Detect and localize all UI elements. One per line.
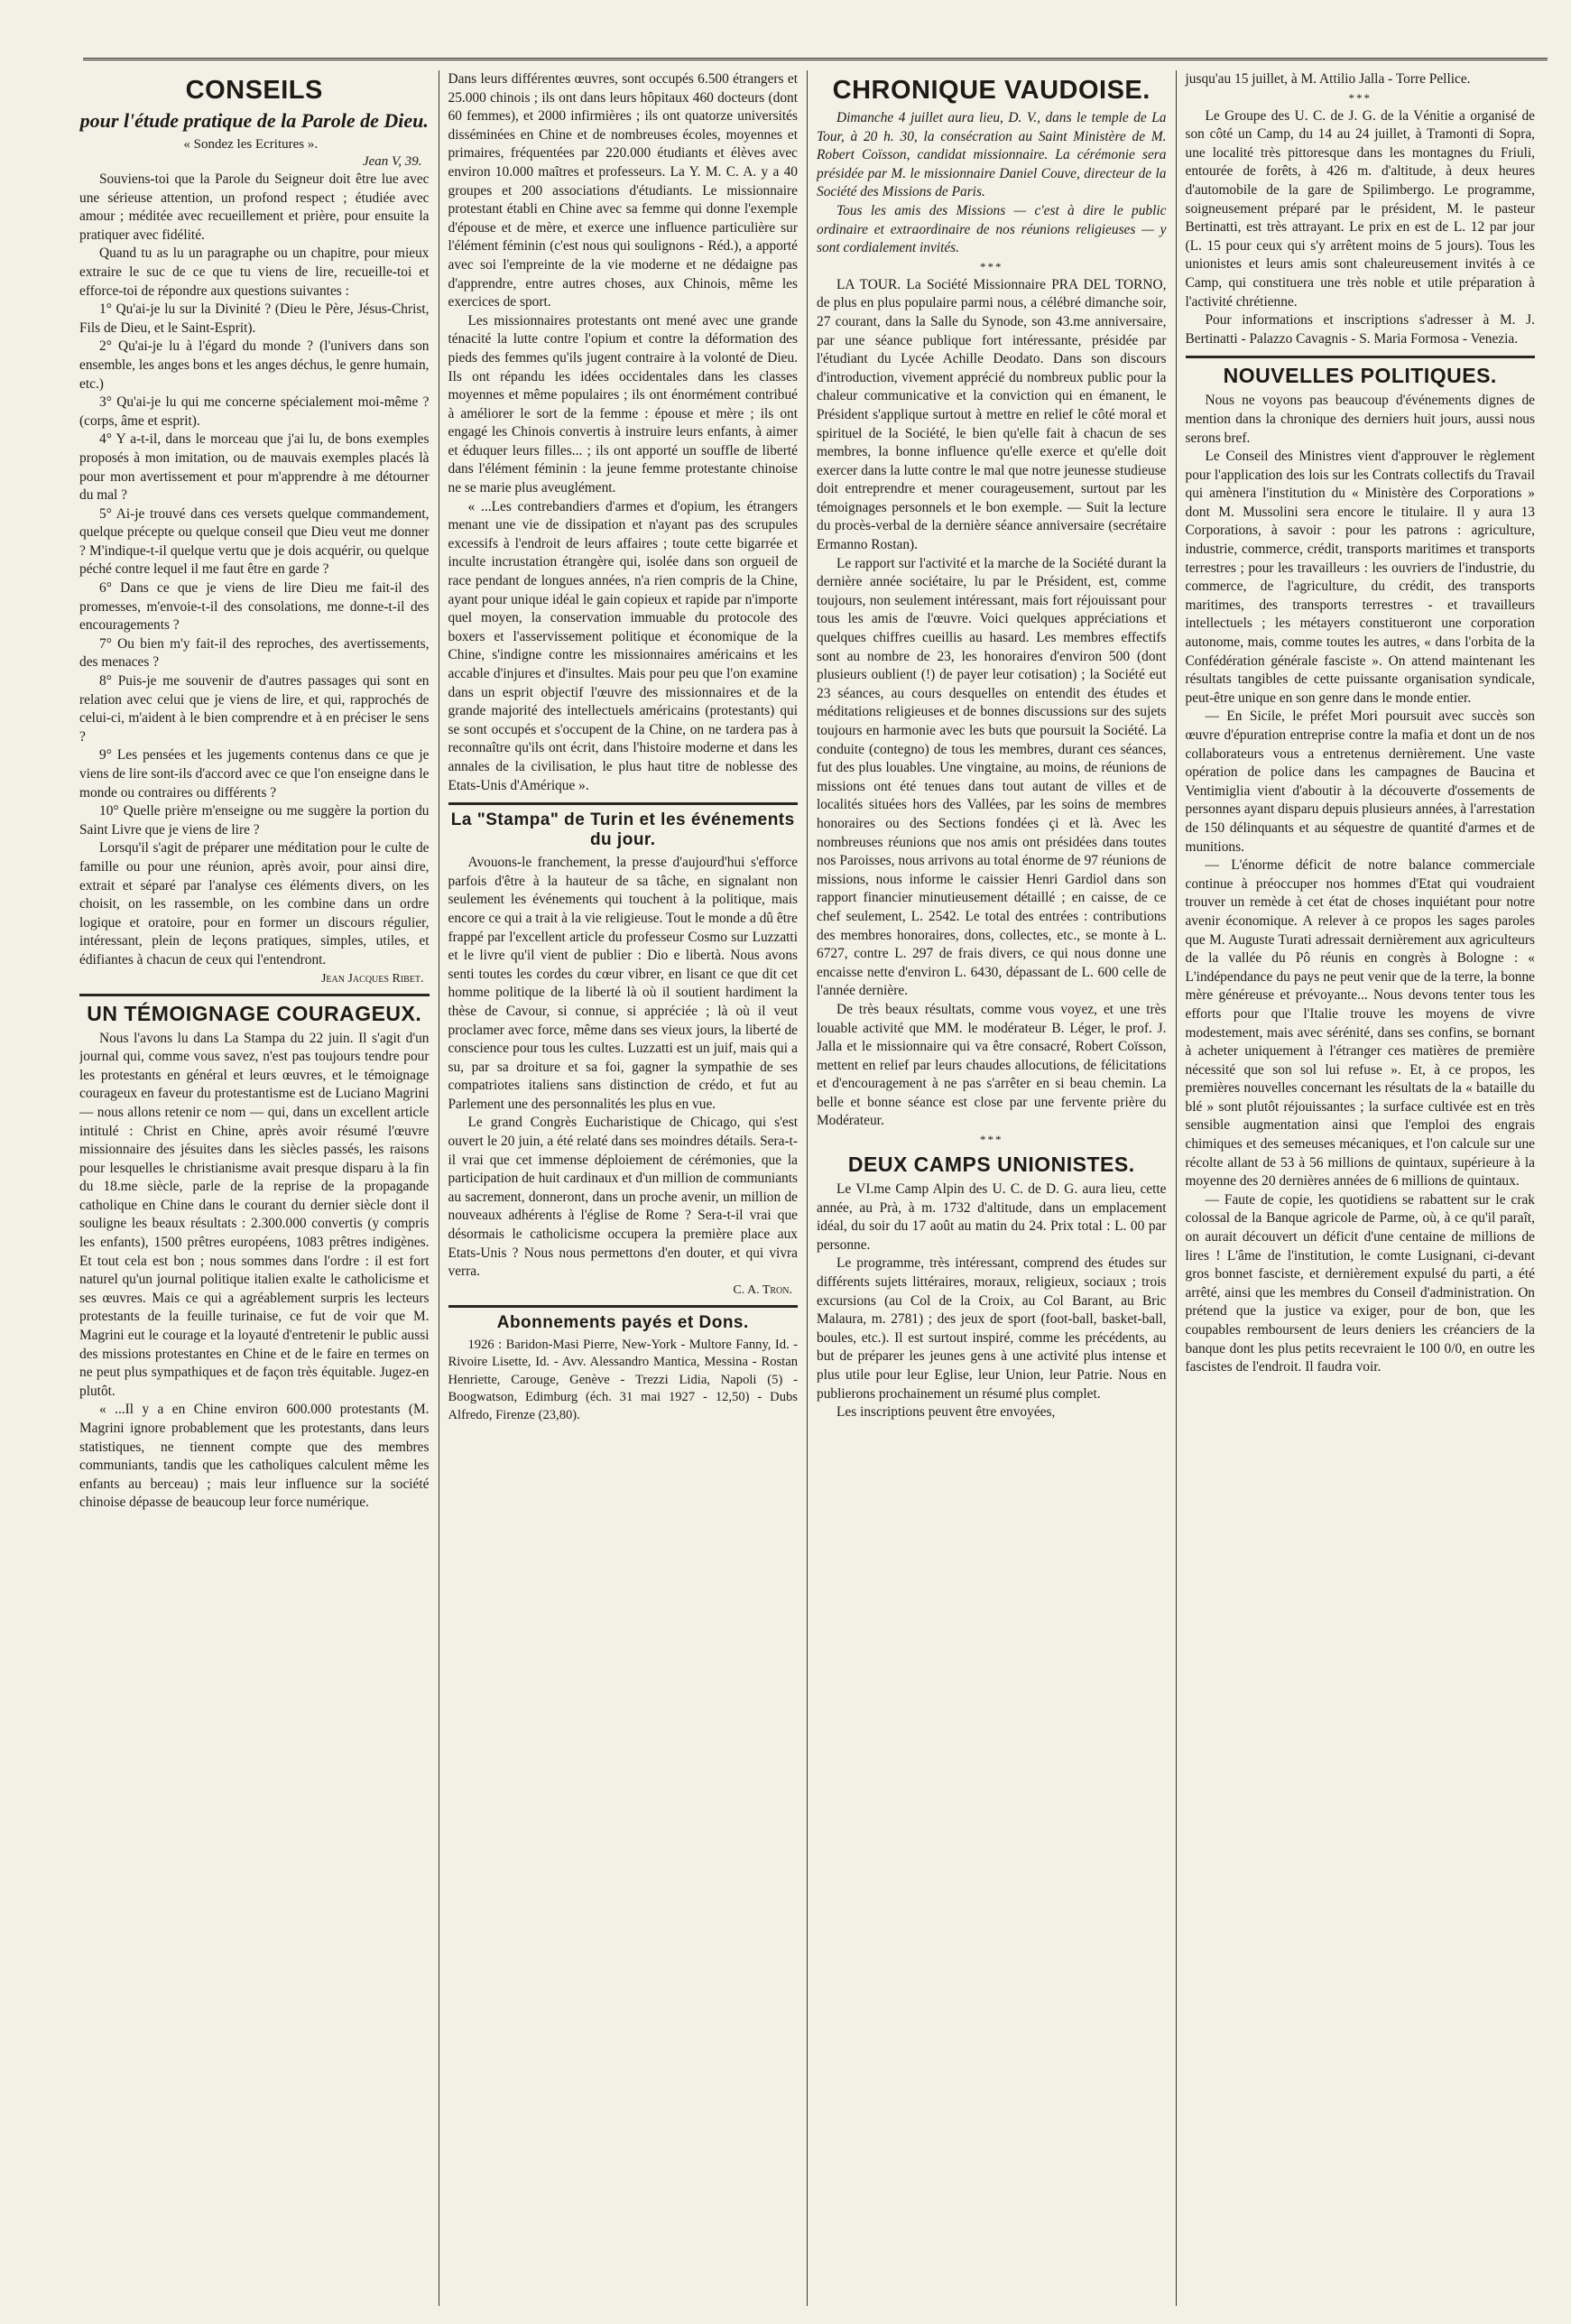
paragraph: De très beaux résultats, comme vous voyez, et une très louable activité que MM. le modérateur B. Léger, le prof. J. Jalla et le missionnaire qui va être consacré, Robert Coïsson, mettent en relief par leurs chaudes allocutions, de félicitations et d'encouragement à ne pas s'arrêter en si beau chemin. La belle et bonne séance est close par une fervente prière du Modérateur. [817,1001,1167,1129]
epigraph: « Sondez les Ecritures ». [183,137,319,152]
paragraph: Nous ne voyons pas beaucoup d'événements dignes de mention dans la chronique des derniers huit jours, aussi nous serons bref. [1185,393,1535,446]
paragraph: — Faute de copie, les quotidiens se rabattent sur le crak colossal de la Banque agricole de Parme, où, à ce qu'il paraît, on aurait découvert un déficit d'une centaine de millions de lires ! L'âme de l'institution, le comte Lusignani, ci-devant gros bonnet fasciste, et dernièrement expulsé du parti, a été arrêté, ainsi que les membres du Conseil d'administration. On prétend que la justice va exiger, pour de bon, que les coupables remboursent de leurs deniers les créanciers de la banque dont les plus petits recevraient le 100 0/0, en outre les fascistes de l'endroit. Il faudra voir. [1185,1191,1535,1375]
paragraph: 7° Ou bien m'y fait-il des reproches, des avertissements, des menaces ? [79,635,430,671]
camps-title: DEUX CAMPS UNIONISTES. [847,1153,1135,1177]
conseils-signature: Jean Jacques Ribet. [320,971,424,986]
column-1 [79,70,439,2306]
stampa-signature: C. A. Tron. [733,1282,792,1297]
epigraph-ref: Jean V, 39. [362,154,422,169]
paragraph: Souviens-toi que la Parole du Seigneur doit être lue avec une sérieuse attention, un profond respect ; étudiée avec amour ; méditée avec recueillement et prière, pour ensuite la pratiquer avec fidélité. [79,171,430,243]
paragraph: Les inscriptions peuvent être envoyées, [836,1404,1056,1421]
paragraph: 1° Qu'ai-je lu sur la Divinité ? (Dieu le Père, Jésus-Christ, Fils de Dieu, et le Saint-Esprit). [79,301,430,336]
paragraph: 4° Y a-t-il, dans le morceau que j'ai lu, de bons exemples proposés à mon imitation, ou de mauvais exemples placés là pour mon avertissement et pour m'apprendre à me détourner du mal ? [79,431,430,504]
paragraph: Dimanche 4 juillet aura lieu, D. V., dans le temple de La Tour, à 20 h. 30, la consécration au Saint Ministère de M. Robert Coïsson, candidat missionnaire. La cérémonie sera présidée par M. le missionnaire Daniel Couve, directeur de la Société des Missions de Paris. [817,110,1167,200]
paragraph: 9° Les pensées et les jugements contenus dans ce que je viens de lire sont-ils d'accord avec ce que l'on enseigne dans le monde ou contraires ou différents ? [79,747,430,801]
paragraph: 6° Dans ce que je viens de lire Dieu me fait-il des promesses, m'envoie-t-il des consolations, me donne-t-il des encouragements ? [79,580,430,634]
paragraph: LA TOUR. La Société Missionnaire PRA DEL TORNO, de plus en plus populaire parmi nous, a célébré dimanche soir, 27 courant, dans la Salle du Synode, son 43.me anniversaire, par une séance publique fort intéressante, présidée par l'étudiant du Lycée Achille Deodato. Dans son discours d'introduction, vivement apprécié du nombreux public pour la chaleur communicative et la conviction qui en émanent, le Président s'applique surtout à mettre en relief le côté moral et spirituel de la Société, le bien qu'elle fait à chacun de ses membres, la bonne influence qu'elle exerce et qu'elle doit exercer dans la lutte contre le mal que notre jeunesse studieuse doit entreprendre et mener courageusement, surtout par les témoignages personnels et le bon exemple. — Suit la lecture du procès-verbal de la dernière séance anniversaire (secrétaire Ermanno Rostan). [817,276,1167,553]
paragraph: Le programme, très intéressant, comprend des études sur différents sujets littéraires, moraux, religieux, sociaux ; trois excursions (au Col de la Croix, au Col Barant, au Bric Malaura, m. 2781) ; des jeux de sport (foot-ball, basket-ball, boules, etc.). Il est surtout inspiré, comme les précédents, au but de préparer les jeunes gens à une activité plus intense et plus utile pour leur Eglise, leur Union, leur Patrie. Nous en publierons prochainement un résumé plus complet. [817,1255,1167,1402]
paragraph: 2° Qu'ai-je lu à l'égard du monde ? (l'univers dans son ensemble, les anges bons et les anges déchus, le genre humain, etc.) [79,338,430,392]
paragraph: Le Conseil des Ministres vient d'approuver le règlement pour l'application des lois sur les Contrats collectifs du Travail qui amènera l'institution du « Ministère des Corporations » dont M. Mussolini sera encore le titulaire. Il y aura 13 Corporations, à savoir : pour les patrons : agriculture, industrie, commerce, crédit, transports maritimes et transports terrestres ; pour les travailleurs : les ouvriers de l'industrie, du commerce, de l'agriculture, du crédit, des transports maritimes, des transports terrestres - et travailleurs intellectuels ; les métayers constitueront une corporation autonome, mais, comme toutes les autres, « dans l'orbita de la Confédération générale fasciste ». On attend maintenant les résultats tangibles de cette puissante organisation syndicale, peut-être unique en son genre dans le monde entier. [1185,449,1535,706]
column-4 [1177,70,1545,2306]
politiques-title: NOUVELLES POLITIQUES. [1223,364,1497,388]
paragraph: 10° Quelle prière m'enseigne ou me suggère la portion du Saint Livre que je viens de lire ? [79,803,430,838]
paragraph: Les missionnaires protestants ont mené avec une grande ténacité la lutte contre l'opium et contre la déformation des pieds des femmes qu'ils jugent contraire à la volonté de Dieu. Ils ont répandu les idées occidentales dans les classes moyennes et même populaires ; ils ont énormément contribué à améliorer le sort de la femme : épouse et mère ; ils ont engagé les Chinois convertis à instruire leurs enfants, à aimer et éduquer leurs filles... ; ils ont apporté un souffle de liberté dans l'élément féminin : la jeune femme protestante chinoise ne se marie plus aveuglément. [448,312,798,496]
paragraph: 5° Ai-je trouvé dans ces versets quelque commandement, quelque précepte ou quelque conseil que Dieu veut me donner ? M'indique-t-il quelque vertu que je dois acquérir, ou quelque péché contre lequel il me faut être en garde ? [79,505,430,578]
stars-separator: *** [1348,90,1372,105]
section-divider [1186,356,1536,358]
paragraph: Le Groupe des U. C. de J. G. de la Vénitie a organisé de son côté un Camp, du 14 au 24 juillet, à Tramonti di Sopra, une localité très pittoresque dans les montagnes du Friuli, entourée de forêts, à 426 m. d'altitude, à deux heures d'automobile de la gare de Spilimbergo. Le programme, soigneusement préparé par le président, M. le pasteur Bertinatti, est très attrayant. Le prix en est de L. 12 par jour (L. 15 pour ceux qui s'y arrêtent moins de 5 jours). Tous les unionistes et leurs amis sont chaleureusement invités à ce Camp, qui constituera une très noble et utile préparation à l'activité chrétienne. [1185,107,1535,310]
paragraph: Lorsqu'il s'agit de préparer une méditation pour le culte de famille ou pour une réunion, après avoir, pour ainsi dire, extrait et séparé par l'analyse ces éléments divers, on les choisit, on les rassemble, on les combine dans un ordre logique et oratoire, pour en former un discours régulier, intéressant, plein de leçons pratiques, simples, utiles, et édifiantes à chacun de ceux qui l'entendront. [79,840,430,968]
abonnements-title: Abonnements payés et Dons. [496,1312,749,1332]
columns [79,70,1544,2306]
conseils-subtitle: pour l'étude pratique de la Parole de Dieu. [79,109,429,132]
section-divider [448,1305,799,1308]
paragraph: Dans leurs différentes œuvres, sont occupés 6.500 étrangers et 25.000 chinois ; ils ont dans leurs hôpitaux 460 docteurs (dont 60 femmes), et 2000 infirmières ; ils ont quatorze universités disséminées en Chine et de nombreuses écoles, moyennes et primaires, fréquentées par 220.000 étudiants et élèves avec environ 10.000 maîtres et professeurs. La Y. M. C. A. y a 40 groupes et 200 associations d'étudiants. Le missionnaire protestant établi en Chine avec sa femme qui donne l'exemple d'épouse et de mère, et exerce une influence particulière sur l'élément féminin (c'est nous qui soulignons - Réd.), a apporté avec soi l'empreinte de la vie moderne et ne dédaigne pas d'apprendre, entre autres choses, aux Chinois, même les exercices de sport. [448,71,798,310]
paragraph: jusqu'au 15 juillet, à M. Attilio Jalla - Torre Pellice. [1185,71,1471,87]
column-2 [439,70,809,2306]
section-divider [79,994,430,996]
column-3 [808,70,1177,2306]
paragraph: 1926 : Baridon-Masi Pierre, New-York - Multore Fanny, Id. - Rivoire Lisette, Id. - Avv. Alessandro Mantica, Messina - Rostan Henriette, Carouge, Genève - Trezzi Lidia, Napoli (5) - Boogwatson, Edimburg (éch. 31 mai 1927 - 12,50) - Dubs Alfredo, Firenze (23,80). [448,1337,798,1422]
paragraph: « ...Il y a en Chine environ 600.000 protestants (M. Magrini ignore probablement que les protestants, dans leurs statistiques, ne tiennent compte que des membres communiants, tandis que les catholiques calculent même les enfants au berceau) ; mais leur influence sur la société chinoise dépasse de beaucoup leur force numérique. [79,1402,430,1511]
stars-separator: *** [980,1133,1003,1147]
abonnements-list [448,1337,799,1425]
paragraph: 3° Qu'ai-je lu qui me concerne spécialement moi-même ? (corps, âme et esprit). [79,394,430,429]
paragraph: « ...Les contrebandiers d'armes et d'opium, les étrangers menant une vie de dissipation et n'ayant pas des scrupules excessifs à l'endroit de leurs affaires ; toute cette bigarrée et inculte incrustation étrangère qui, isolée dans son orgueil de race pendant de longues années, n'a rien compris de la Chine, ayant pour unique idéal le gain copieux et rapide par n'importe quel moyen, la conservation immuable du protocole des boxers et l'asservissement politique et économique de la Chine, s'indigne contre les missionnaires américains et les accable d'injures et d'insultes. Mais pour peu que l'on examine dans un esprit objectif l'œuvre des missionnaires et de la grande majorité des intellectuels américains (protestants) qui se sont occupés et s'occupent de la Chine, on ne tardera pas à reconnaître qu'ils ont écrit, dans l'histoire moderne et dans les annales de la civilisation, le plus haut titre de noblesse des Etats-Unis d'Amérique ». [448,498,798,793]
paragraph: Avouons-le franchement, la presse d'aujourd'hui s'efforce parfois d'être à la hauteur de sa tâche, en signalant non seulement les événements qui touchent à la politique, mais encore ce qui a trait à la vie religieuse. Tout le monde a dû être frappé par l'excellent article du professeur Cosmo sur Luzzatti et le livre qu'il vient de publier : Dio e libertà. Nous avons senti toutes les cordes du cœur vibrer, en lisant ce que dit cet homme politique de la liberté là où il soutient hardiment la thèse de Cavour, si connue, si appréciée ; là où il veut proclamer avec force, même dans ses vieux jours, la liberté de conscience pour tous les cultes. Luzzatti est un juif, mais qui a su, par sa droiture et sa foi, gagner la sympathie de ses compatriotes italiens sans distinction de crédo, et fut au Parlement une des personnalités les plus en vue. [448,855,798,1112]
top-rule [83,58,1548,60]
stars-separator: *** [980,259,1003,273]
chronique-title: CHRONIQUE VAUDOISE. [832,76,1151,105]
paragraph: Pour informations et inscriptions s'adresser à M. J. Bertinatti - Palazzo Cavagnis - S. Maria Formosa - Venezia. [1185,312,1535,347]
paragraph: Tous les amis des Missions — c'est à dire le public ordinaire et extraordinaire de nos réunions religieuses — y sont cordialement invités. [817,202,1167,256]
conseils-title: CONSEILS [185,76,323,105]
paragraph: Le VI.me Camp Alpin des U. C. de D. G. aura lieu, cette année, au Prà, à m. 1732 d'altitude, dans un emplacement idéal, du soir du 17 août au matin du 24. Prix total : L. 00 par personne. [817,1181,1167,1253]
paragraph: Le rapport sur l'activité et la marche de la Société durant la dernière année sociétaire, lu par le Président, est, comme toujours, non seulement intéressant, mais fort réjouissant pour tous les amis de l'œuvre. Voici quelques appréciations et quelques chiffres cueillis au hasard. Les membres effectifs sont au nombre de 23, les honoraires d'environ 500 (dont plusieurs oublient (!) de payer leur cotisation) ; la Société eut 23 séances, au cours desquelles on entendit des études et méditations religieuses et de bonnes discussions sur des sujets toujours en harmonie avec les buts que poursuit la Société. La conduite (contegno) de tous les membres, durant ces séances, fut des plus louables. Une vingtaine, au moins, de réunions de missions ont été tenues dans tout autant de villes et de localités situées hors des Vallées, par les soins de membres honoraires ou des Sections fondées çi et là. Avec les nombreuses réunions que nos amis ont présidées dans toutes nos Paroisses, nous arrivons au total énorme de 97 réunions de missions, nous informe le caissier Henri Gardiol dans son rapport financier minutieusement détaillé ; en caisse, de ce chef seulement, L. 2542. Le total des entrées : contributions des membres honoraires, dons, collectes, etc., se monte à L. 6727, contre L. 297 de frais divers, ce qui nous donne une encaisse nette d'environ L. 6430, dépassant de L. 600 celle de l'année dernière. [817,555,1167,999]
paragraph: — En Sicile, le préfet Mori poursuit avec succès son œuvre d'épuration entreprise contre la mafia et dont un de nos collaborateurs vous a entretenus dernièrement. Une vaste opération de police dans les campagnes de Baucina et Ventimiglia vient d'aboutir à la découverte d'ossements de personnes ayant disparu depuis plusieurs années, à l'arrestation de 150 délinquants et au séquestre de quantité d'armes et de munitions. [1185,708,1535,855]
section-divider [448,802,799,805]
stampa-title: La "Stampa" de Turin et les événements du jour. [450,810,795,850]
temoignage-title: UN TÉMOIGNAGE COURAGEUX. [87,1001,422,1025]
paragraph: Nous l'avons lu dans La Stampa du 22 juin. Il s'agit d'un journal qui, comme vous savez, n'est pas toujours tendre pour les protestants en général et leurs œuvres, et le témoignage courageux en faveur du protestantisme est de Luciano Magrini — nous allons retenir ce nom — qui, dans un excellent article intitulé : Christ en Chine, après avoir résumé l'œuvre missionnaire des jésuites dans les siècles passés, les raisons pour lesquelles le christianisme avait presque disparu à la fin du 18.me siècle, parle de la reprise de la propagande catholique en Chine dans le courant du dernier siècle dont il souligne les beaux résultats : 2.300.000 convertis (y compris les enfants), 1500 prêtres européens, 1083 prêtres indigènes. Et tout cela est bon ; nous sommes dans l'ordre : il est fort naturel qu'un journal politique italien exalte le catholicisme et ses œuvres. Mais ce qui a agréablement surpris les lecteurs protestants de la feuille turinaise, ce fut de voir que M. Magrini eut le courage et la loyauté d'entretenir le public aussi des missions protestantes en Chine et de le faire en termes on ne peut plus sympathiques et de façon très équitable. Jugez-en plutôt. [79,1030,430,1399]
conseils-body [79,171,430,970]
paragraph: Quand tu as lu un paragraphe ou un chapitre, pour mieux extraire le suc de ce que tu viens de lire, recueille-toi et efforce-toi de répondre aux questions suivantes : [79,245,430,299]
paragraph: — L'énorme déficit de notre balance commerciale continue à préoccuper nos hommes d'Etat qui voudraient trouver un remède à cet état de choses inquiétant pour notre avenir économique. A relever à ce propos les sages paroles que M. Auguste Turati adressait dernièrement aux agriculteurs de la vallée du Pô réunis en congrès à Bologne : « L'indépendance du pays ne peut venir que de la terre, la bonne mère généreuse et prévoyante... Nous devons tenter tous les efforts pour que l'Italie trouve les moyens de vivre modestement, mais avec sérénité, dans ses confins, se bornant à acheter uniquement à l'étranger ces matières de première nécessité que son sol lui refuse ». Et, à ce propos, les premières nouvelles concernant les résultats de la « bataille du blé » sont plutôt réjouissantes ; la surface cultivée est en très sensible augmentation ainsi que l'emploi des engrais chimiques et des semeuses mécaniques, et l'on calcule sur une récolte allant de 53 à 56 millions de quintaux, supérieure à la moyenne des 20 dernières années de 6 millions de quintaux. [1185,857,1535,1190]
paragraph: 8° Puis-je me souvenir de d'autres passages qui sont en relation avec celui que je viens de lire, et qui, rapprochés de celui-ci, m'aident à le bien comprendre et à en préciser le sens ? [79,673,430,745]
paragraph: Le grand Congrès Eucharistique de Chicago, qui s'est ouvert le 20 juin, a été relaté dans ses moindres détails. Sera-t-il vrai que cet immense déploiement de cérémonies, que la participation de huit cardinaux et d'un million de communiants au sacrement, donneront, dans un proche avenir, un million de nouveaux adhérents à l'église de Rome ? Sera-t-il vrai que désormais le catholicisme occupera la première place aux Etats-Unis ? Nous nous permettons d'en douter, et qui vivra verra. [448,1115,798,1280]
